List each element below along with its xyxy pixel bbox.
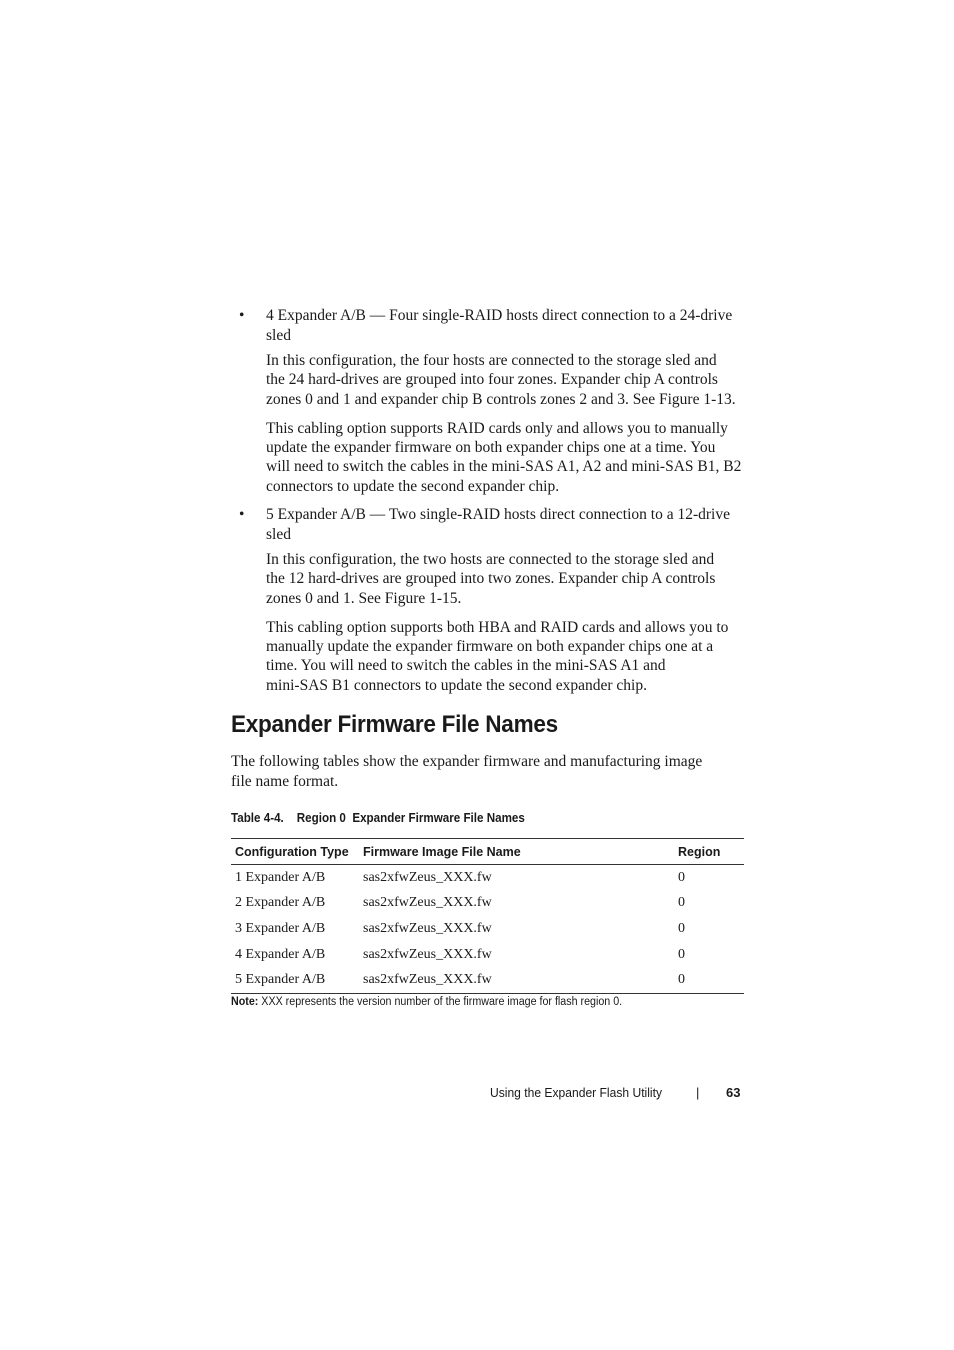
table-note	[231, 996, 622, 1008]
page-number: 63	[726, 1085, 741, 1100]
bullet-title-line: sled	[266, 525, 291, 543]
bullet-title-line: 5 Expander A/B — Two single-RAID hosts direct connection to a 12-drive	[266, 506, 730, 523]
bullet-title	[232, 306, 748, 345]
note-text: XXX represents the version number of the firmware image for flash region 0.	[261, 996, 623, 1008]
bullet-title	[232, 505, 748, 544]
section-intro	[231, 752, 751, 791]
paragraph-line: mini-SAS B1 connectors to update the second expander chip.	[266, 676, 647, 694]
table-cell: 0	[678, 946, 685, 962]
column-header-firmware-image-file-name: Firmware Image File Name	[359, 839, 674, 865]
table-cell: sas2xfwZeus_XXX.fw	[363, 895, 492, 911]
paragraph-line: manually update the expander firmware on both expander chips one at a	[266, 638, 714, 656]
paragraph-line: will need to switch the cables in the mini-SAS A1, A2 and mini-SAS B1, B2	[266, 458, 742, 476]
paragraph-line: the 24 hard-drives are grouped into four zones. Expander chip A controls	[266, 371, 718, 389]
bullet-item-5-expander	[232, 505, 748, 695]
table-cell: sas2xfwZeus_XXX.fw	[363, 946, 492, 962]
paragraph-line: the 12 hard-drives are grouped into two zones. Expander chip A controls	[266, 570, 716, 588]
table-cell: 4 Expander A/B	[235, 946, 326, 962]
footer-chapter-title: Using the Expander Flash Utility	[490, 1085, 663, 1100]
table-cell: sas2xfwZeus_XXX.fw	[363, 972, 492, 988]
table-row	[231, 916, 744, 942]
footer-separator: |	[696, 1085, 700, 1100]
bullet-title-line: sled	[266, 326, 291, 344]
firmware-file-table	[231, 838, 744, 994]
paragraph-line: zones 0 and 1 and expander chip B controls zones 2 and 3. See Figure 1-13.	[266, 390, 736, 408]
paragraph	[266, 419, 748, 496]
table-cell: 2 Expander A/B	[235, 895, 326, 911]
intro-line: The following tables show the expander firmware and manufacturing image	[231, 753, 703, 770]
paragraph-line: This cabling option supports both HBA and RAID cards and allows you to	[266, 618, 729, 636]
paragraph-line: In this configuration, the four hosts are connected to the storage sled and	[266, 352, 717, 369]
table-row	[231, 865, 744, 891]
paragraph-line: This cabling option supports RAID cards only and allows you to manually	[266, 419, 728, 437]
note-label: Note:	[231, 996, 259, 1008]
table-row	[231, 891, 744, 917]
table-row	[231, 967, 744, 993]
intro-line: file name format.	[231, 772, 339, 790]
paragraph-line: zones 0 and 1. See Figure 1-15.	[266, 589, 462, 607]
table-cell: sas2xfwZeus_XXX.fw	[363, 920, 492, 936]
paragraph	[266, 618, 748, 695]
table-cell: 5 Expander A/B	[235, 972, 326, 988]
column-header-region: Region	[674, 839, 744, 865]
paragraph-line: In this configuration, the two hosts are connected to the storage sled and	[266, 551, 715, 568]
table-row	[231, 942, 744, 968]
table-header-row	[231, 839, 744, 865]
table-cell: 1 Expander A/B	[235, 869, 326, 885]
table-cell: 0	[678, 895, 685, 911]
table-cell: 0	[678, 920, 685, 936]
paragraph-line: connectors to update the second expander chip.	[266, 477, 560, 495]
bullet-marker: •	[239, 307, 245, 324]
table-cell: 0	[678, 869, 685, 885]
table-cell: 0	[678, 972, 685, 988]
bullet-title-line: 4 Expander A/B — Four single-RAID hosts direct connection to a 24-drive	[266, 307, 733, 324]
paragraph	[266, 351, 748, 409]
paragraph	[266, 550, 748, 608]
table-cell: sas2xfwZeus_XXX.fw	[363, 869, 492, 885]
bullet-item-4-expander	[232, 306, 748, 496]
table-caption	[231, 811, 525, 825]
column-header-configuration-type: Configuration Type	[231, 839, 359, 865]
table-cell: 3 Expander A/B	[235, 920, 326, 936]
table-caption-text: Region 0 Expander Firmware File Names	[296, 811, 525, 825]
section-heading: Expander Firmware File Names	[231, 711, 558, 738]
paragraph-line: update the expander firmware on both expander chips one at a time. You	[266, 439, 716, 457]
paragraph-line: time. You will need to switch the cables in the mini-SAS A1 and	[266, 657, 666, 675]
table-caption-label: Table 4-4.	[231, 811, 284, 825]
bullet-marker: •	[239, 506, 245, 523]
